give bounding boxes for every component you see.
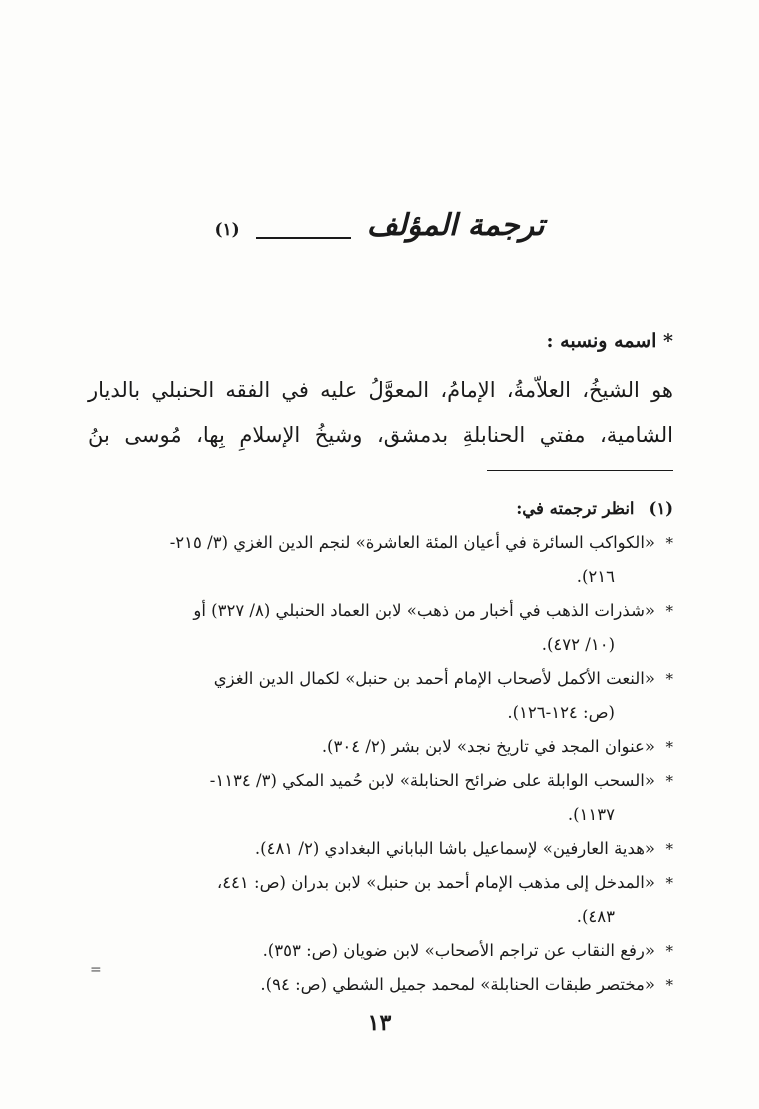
source-line-continued: (ص: ١٢٤-١٢٦). [507, 703, 615, 722]
footnote-source [88, 832, 673, 866]
title-block [0, 208, 759, 243]
asterisk-icon: * [665, 840, 673, 858]
footnote-source [88, 764, 673, 832]
source-line-continued: ١١٣٧). [567, 805, 615, 824]
asterisk-icon: * [665, 874, 673, 892]
asterisk-icon: * [665, 534, 673, 552]
footnote-source [88, 730, 673, 764]
margin-mark: = [90, 962, 102, 978]
footnote-number: (١) [648, 499, 673, 518]
source-line-continued: ٢١٦). [576, 567, 615, 586]
body-line: هو الشيخُ، العلاّمةُ، الإمامُ، المعوَّلُ عليه في الفقه الحنبلي بالديار [88, 378, 673, 402]
source-line-continued: ٤٨٣). [576, 907, 615, 926]
page-number: ١٣ [367, 1010, 392, 1036]
asterisk-icon: * [665, 738, 673, 756]
source-line: «رفع النقاب عن تراجم الأصحاب» لابن ضويان (ص: ٣٥٣). [262, 941, 655, 960]
asterisk-icon: * [665, 670, 673, 688]
source-line: «مختصر طبقات الحنابلة» لمحمد جميل الشطي (ص: ٩٤). [260, 975, 655, 994]
source-line: «شذرات الذهب في أخبار من ذهب» لابن العماد الحنبلي (٨/ ٣٢٧) أو [193, 601, 655, 620]
footnote-source [88, 866, 673, 934]
page-title: ترجمة المؤلف [366, 208, 545, 243]
footnote-source [88, 934, 673, 968]
asterisk-icon: * [665, 942, 673, 960]
source-line: «السحب الوابلة على ضرائح الحنابلة» لابن حُميد المكي (٣/ ١١٣٤- [209, 771, 655, 790]
footnotes [88, 492, 673, 1002]
body-line: الشامية، مفتي الحنابلةِ بدمشق، وشيخُ الإسلامِ بِها، مُوسى بنُ [88, 423, 673, 447]
asterisk-icon: * [665, 772, 673, 790]
asterisk-icon: * [665, 602, 673, 620]
footnote-separator [487, 470, 673, 471]
title-flourish-line [256, 237, 351, 239]
footnote-source [88, 526, 673, 594]
title-row [214, 208, 544, 243]
section-heading: * اسمه ونسبه : [546, 330, 673, 352]
asterisk-icon: * [665, 976, 673, 994]
footnote-intro: انظر ترجمته في: [516, 499, 635, 518]
source-line: «هدية العارفين» لإسماعيل باشا الباباني البغدادي (٢/ ٤٨١). [254, 839, 655, 858]
source-line-continued: (١٠/ ٤٧٢). [541, 635, 615, 654]
source-line: «المدخل إلى مذهب الإمام أحمد بن حنبل» لابن بدران (ص: ٤٤١، [216, 873, 655, 892]
source-line: «النعت الأكمل لأصحاب الإمام أحمد بن حنبل» لكمال الدين الغزي [213, 669, 655, 688]
title-footnote-ref: (١) [214, 220, 240, 240]
footnote-source [88, 968, 673, 1002]
source-line: «الكواكب السائرة في أعيان المئة العاشرة» لنجم الدين الغزي (٣/ ٢١٥- [169, 533, 655, 552]
footnote-header [88, 492, 673, 526]
body-paragraph [88, 368, 673, 458]
source-line: «عنوان المجد في تاريخ نجد» لابن بشر (٢/ ٣٠٤). [321, 737, 655, 756]
footnote-source [88, 594, 673, 662]
footnote-source [88, 662, 673, 730]
